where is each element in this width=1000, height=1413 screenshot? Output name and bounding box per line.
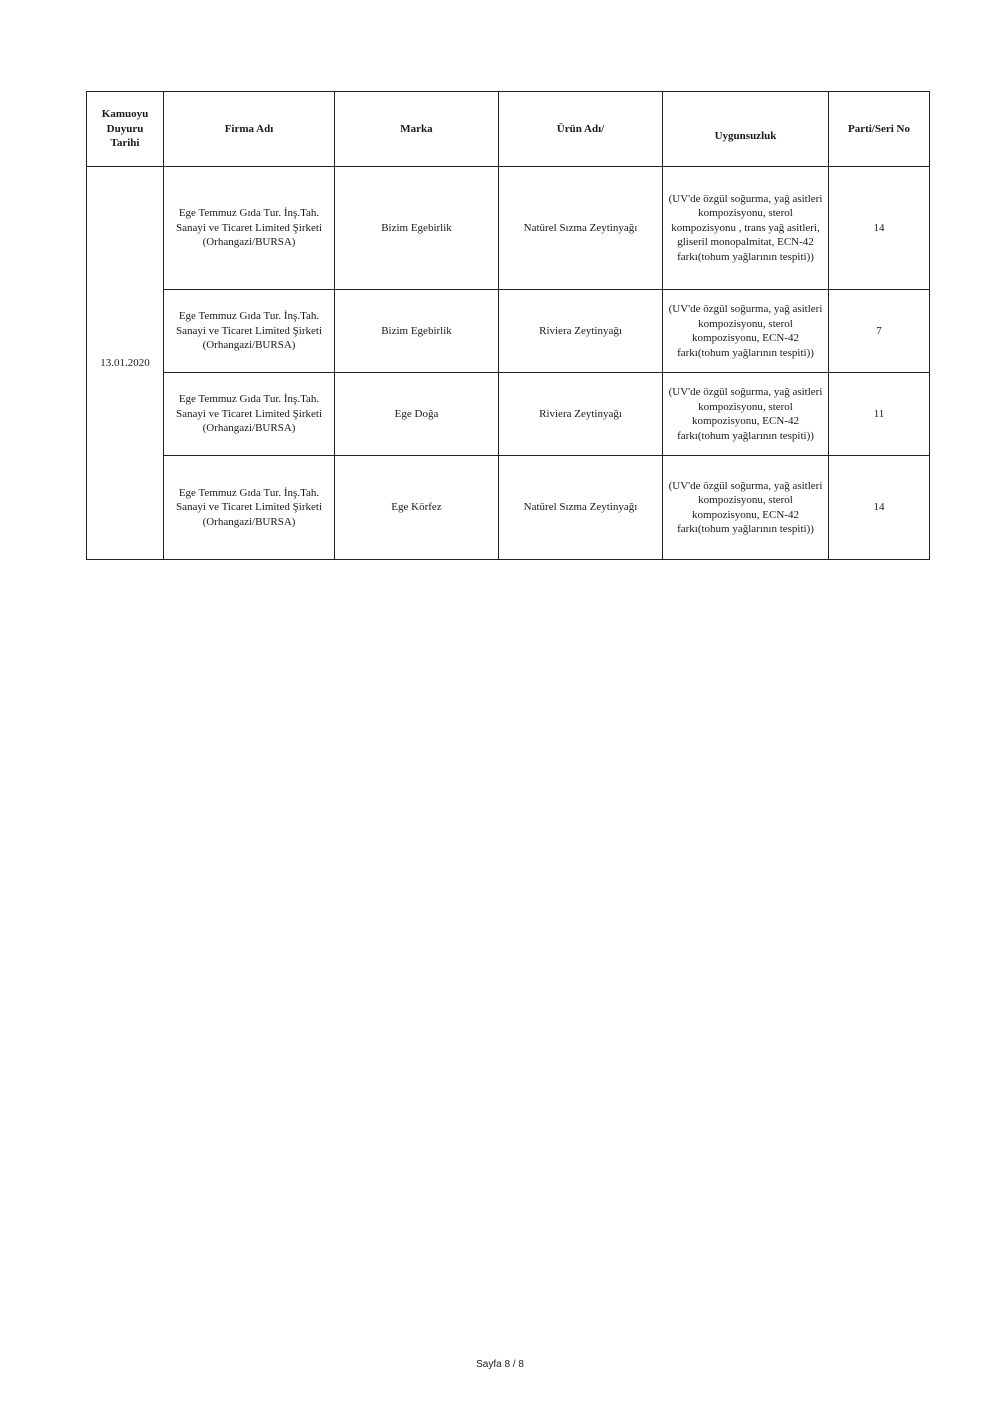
header-marka: Marka	[335, 92, 499, 167]
table-row	[87, 290, 930, 373]
cell-uygunsuzluk: (UV'de özgül soğurma, yağ asitleri kompozisyonu, sterol kompozisyonu, ECN-42 farkı(tohum yağlarının tespiti))	[663, 373, 829, 456]
cell-marka: Bizim Egebirlik	[335, 290, 499, 373]
cell-firma: Ege Temmuz Gıda Tur. İnş.Tah. Sanayi ve Ticaret Limited Şirketi (Orhangazi/BURSA)	[164, 456, 335, 560]
cell-urun: Riviera Zeytinyağı	[499, 290, 663, 373]
header-parti: Parti/Seri No	[829, 92, 930, 167]
table-header	[87, 92, 930, 167]
cell-uygunsuzluk: (UV'de özgül soğurma, yağ asitleri kompozisyonu, sterol kompozisyonu , trans yağ asitleri, gliseril monopalmitat, ECN-42 farkı(tohum yağlarının tespiti))	[663, 167, 829, 290]
table-row	[87, 456, 930, 560]
cell-urun: Natürel Sızma Zeytinyağı	[499, 167, 663, 290]
announcement-table	[86, 91, 930, 560]
header-date: Kamuoyu Duyuru Tarihi	[87, 92, 164, 167]
header-uygunsuzluk: Uygunsuzluk	[663, 92, 829, 167]
cell-parti: 11	[829, 373, 930, 456]
page-number: Sayfa 8 / 8	[476, 1359, 524, 1370]
cell-parti: 7	[829, 290, 930, 373]
cell-urun: Riviera Zeytinyağı	[499, 373, 663, 456]
header-row	[87, 92, 930, 167]
table-row	[87, 373, 930, 456]
cell-firma: Ege Temmuz Gıda Tur. İnş.Tah. Sanayi ve Ticaret Limited Şirketi (Orhangazi/BURSA)	[164, 167, 335, 290]
cell-uygunsuzluk: (UV'de özgül soğurma, yağ asitleri kompozisyonu, sterol kompozisyonu, ECN-42 farkı(tohum yağlarının tespiti))	[663, 290, 829, 373]
cell-parti: 14	[829, 456, 930, 560]
header-urun: Ürün Adı/	[499, 92, 663, 167]
cell-uygunsuzluk: (UV'de özgül soğurma, yağ asitleri kompozisyonu, sterol kompozisyonu, ECN-42 farkı(tohum yağlarının tespiti))	[663, 456, 829, 560]
table-body	[87, 167, 930, 560]
header-firma: Firma Adı	[164, 92, 335, 167]
cell-parti: 14	[829, 167, 930, 290]
cell-marka: Ege Körfez	[335, 456, 499, 560]
table-row	[87, 167, 930, 290]
cell-firma: Ege Temmuz Gıda Tur. İnş.Tah. Sanayi ve Ticaret Limited Şirketi (Orhangazi/BURSA)	[164, 373, 335, 456]
announcement-date: 13.01.2020	[87, 167, 164, 560]
cell-firma: Ege Temmuz Gıda Tur. İnş.Tah. Sanayi ve Ticaret Limited Şirketi (Orhangazi/BURSA)	[164, 290, 335, 373]
cell-marka: Bizim Egebirlik	[335, 167, 499, 290]
cell-urun: Natürel Sızma Zeytinyağı	[499, 456, 663, 560]
cell-marka: Ege Doğa	[335, 373, 499, 456]
